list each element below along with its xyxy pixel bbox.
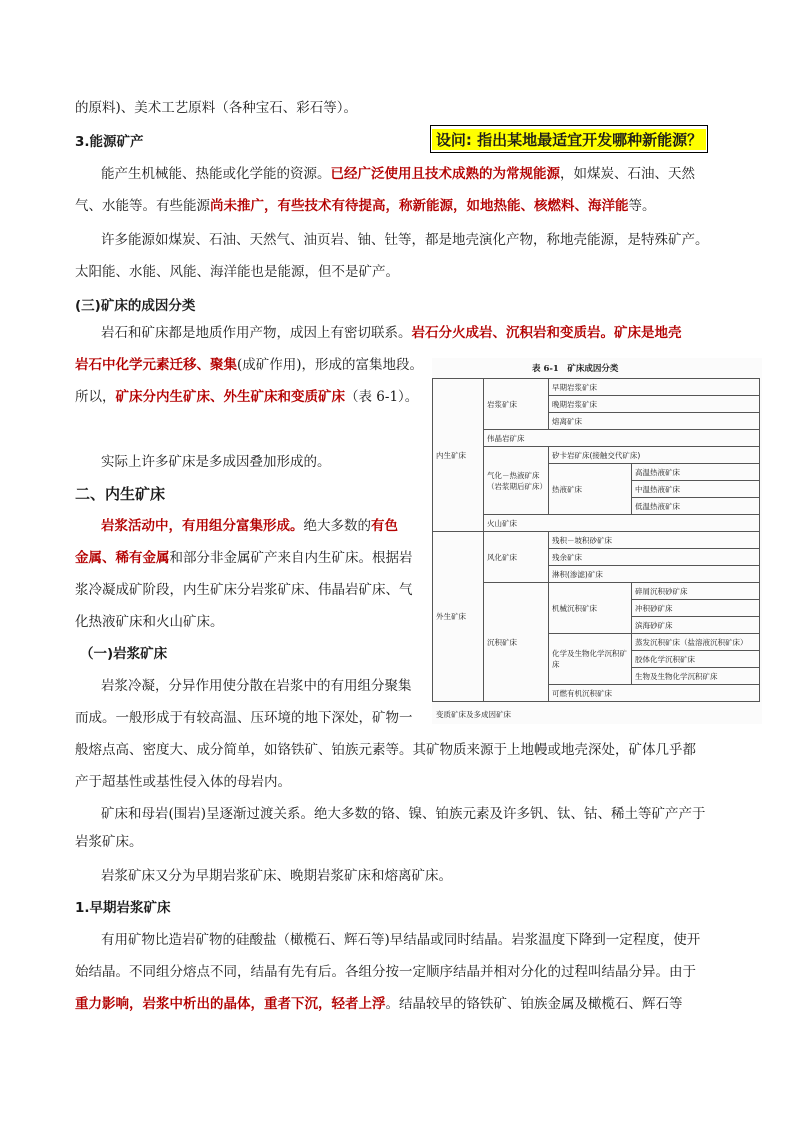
cell: 碎屑沉积砂矿床	[632, 583, 760, 600]
cell: 残积－坡积砂矿床	[549, 532, 760, 549]
cell: 熔离矿床	[549, 413, 760, 430]
text-line: 所以，矿床分内生矿床、外生矿床和变质矿床（表 6-1）。	[75, 389, 419, 405]
heading-endogenous: 二、内生矿床	[75, 485, 166, 503]
text-line: 化热液矿床和火山矿床。	[75, 614, 224, 630]
deposit-classification-table-image	[432, 358, 762, 724]
cell: 生物及生物化学沉积矿床	[632, 668, 760, 685]
cell: 冲积砂矿床	[632, 600, 760, 617]
cell: 气化－热液矿床（岩浆期后矿床）	[484, 447, 549, 515]
text-line: 太阳能、水能、风能、海洋能也是能源，但不是矿产。	[75, 264, 399, 280]
text-line: 岩石中化学元素迁移、聚集(成矿作用)，形成的富集地段。	[75, 357, 424, 373]
text-line: 矿床和母岩(围岩)呈逐渐过渡关系。绝大多数的铬、镍、铂族元素及许多钒、钛、钴、稀土等矿产产于	[101, 806, 706, 822]
cell: 高温热液矿床	[632, 464, 760, 481]
cell: 伟晶岩矿床	[484, 430, 760, 447]
text-line: 的原料)、美术工艺原料（各种宝石、彩石等）。	[75, 100, 358, 116]
text-line: 能产生机械能、热能或化学能的资源。已经广泛使用且技术成熟的为常规能源，如煤炭、石油、天然	[101, 166, 695, 182]
text-line: 金属、稀有金属和部分非金属矿产来自内生矿床。根据岩	[75, 550, 413, 566]
deposit-classification-table	[432, 378, 760, 702]
cell: 蒸发沉积矿床（盐溶液沉积矿床）	[632, 634, 760, 651]
text-line: 始结晶。不同组分熔点不同，结晶有先有后。各组分按一定顺序结晶并相对分化的过程叫结晶分异。由于	[75, 964, 696, 980]
question-callout	[430, 125, 708, 153]
text-line: 重力影响，岩浆中析出的晶体，重者下沉，轻者上浮。结晶较早的铬铁矿、铂族金属及橄榄石、辉石等	[75, 996, 683, 1012]
cell: 外生矿床	[433, 532, 484, 702]
cell: 低温热液矿床	[632, 498, 760, 515]
text-line: 岩浆活动中，有用组分富集形成。绝大多数的有色	[101, 518, 398, 534]
text-line: 气、水能等。有些能源尚未推广，有些技术有待提高，称新能源，如地热能、核燃料、海洋能等。	[75, 198, 656, 214]
text-line: 般熔点高、密度大、成分简单，如铬铁矿、铂族元素等。其矿物质来源于上地幔或地壳深处，矿体几乎都	[75, 742, 696, 758]
text-line: 岩石和矿床都是地质作用产物，成因上有密切联系。岩石分火成岩、沉积岩和变质岩。矿床是地壳	[101, 325, 682, 341]
table-footer: 变质矿床及多成因矿床	[436, 710, 511, 719]
heading-classification: (三)矿床的成因分类	[75, 298, 196, 314]
text-line: 产于超基性或基性侵入体的母岩内。	[75, 774, 291, 790]
cell: 化学及生物化学沉积矿床	[549, 634, 632, 685]
cell: 风化矿床	[484, 532, 549, 583]
cell: 热液矿床	[549, 464, 632, 515]
cell: 淋积(渗滤)矿床	[549, 566, 760, 583]
cell: 矽卡岩矿床(接触交代矿床)	[549, 447, 760, 464]
heading-early-magmatic: 1.早期岩浆矿床	[75, 900, 171, 916]
cell: 残余矿床	[549, 549, 760, 566]
cell: 内生矿床	[433, 379, 484, 532]
text-line: 岩浆冷凝，分异作用使分散在岩浆中的有用组分聚集	[101, 678, 412, 694]
cell: 晚期岩浆矿床	[549, 396, 760, 413]
cell: 可燃有机沉积矿床	[549, 685, 760, 702]
cell: 滨海砂矿床	[632, 617, 760, 634]
text-line: 浆冷凝成矿阶段，内生矿床分岩浆矿床、伟晶岩矿床、气	[75, 582, 413, 598]
cell: 机械沉积矿床	[549, 583, 632, 634]
heading-magmatic: （一)岩浆矿床	[80, 646, 168, 662]
text-line: 实际上许多矿床是多成因叠加形成的。	[101, 454, 331, 470]
text-line: 有用矿物比造岩矿物的硅酸盐（橄榄石、辉石等)早结晶或同时结晶。岩浆温度下降到一定程度，使开	[101, 932, 701, 948]
cell: 中温热液矿床	[632, 481, 760, 498]
text-line: 许多能源如煤炭、石油、天然气、油页岩、铀、钍等，都是地壳演化产物，称地壳能源，是特殊矿产。	[101, 232, 709, 248]
text-line: 而成。一般形成于有较高温、压环境的地下深处，矿物一	[75, 710, 413, 726]
callout-text: 设问: 指出某地最适宜开发哪种新能源？	[432, 129, 706, 150]
cell: 早期岩浆矿床	[549, 379, 760, 396]
cell: 岩浆矿床	[484, 379, 549, 430]
heading-energy: 3.能源矿产	[75, 134, 144, 150]
table-title: 表 6-1 矿床成因分类	[532, 364, 619, 374]
cell: 沉积矿床	[484, 583, 549, 702]
cell: 胶体化学沉积矿床	[632, 651, 760, 668]
cell: 火山矿床	[484, 515, 760, 532]
text-line: 岩浆矿床又分为早期岩浆矿床、晚期岩浆矿床和熔离矿床。	[101, 868, 452, 884]
text-line: 岩浆矿床。	[75, 834, 143, 850]
